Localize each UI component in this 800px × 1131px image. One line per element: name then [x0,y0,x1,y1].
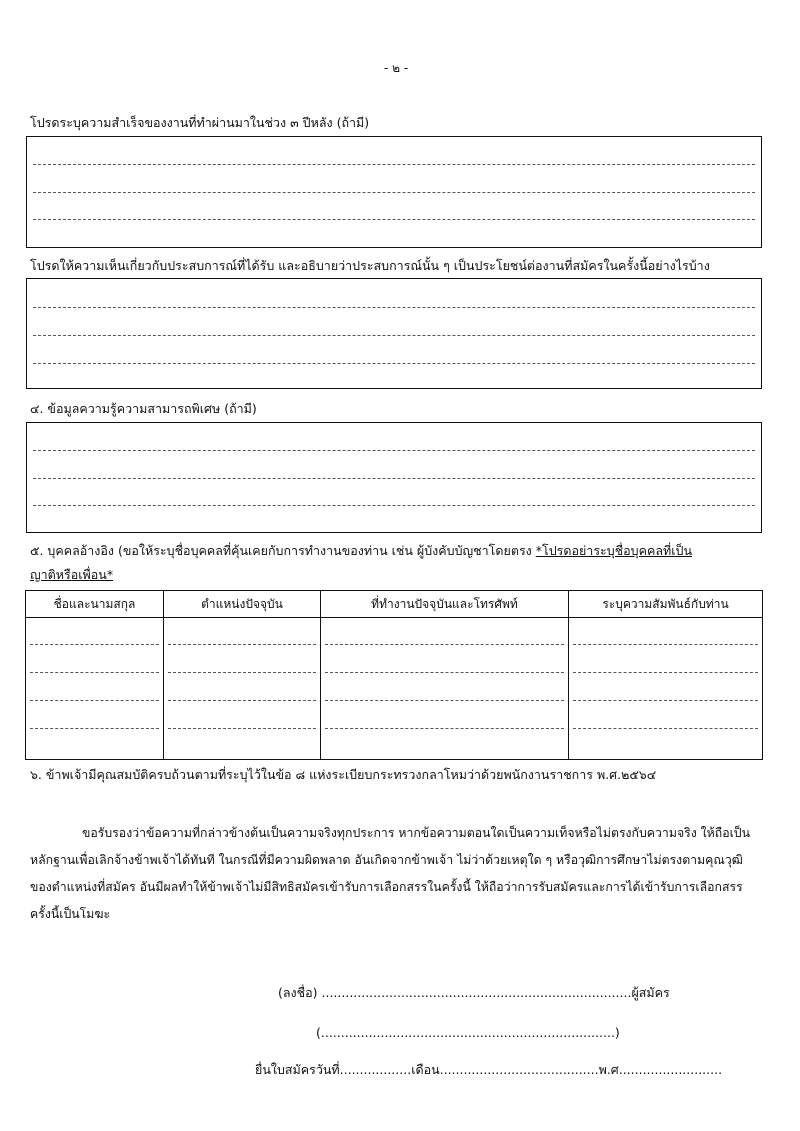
position-cell[interactable] [164,618,321,760]
certification-paragraph: ขอรับรองว่าข้อความที่กล่าวข้างต้นเป็นความจริงทุกประการ หากข้อความตอนใดเป็นความเท็จหรือไม่ตรงกับความจริง ให้ถือเป็นหลักฐานเพื่อเลิกจ้างข้าพเจ้าได้ทันที ในกรณีที่มีความผิดพลาด อันเกิดจากข้าพเจ้า ไม่ว่าด้วยเหตุใด ๆ หรือวุฒิการศึกษาไม่ตรงตามคุณวุฒิของตำแหน่งที่สมัคร อันมีผลทำให้ข้าพเจ้าไม่มีสิทธิสมัครเข้ารับการเลือกสรรในครั้งนี้ ให้ถือว่าการรับสมัครและการได้เข้ารับการเลือกสรรครั้งนี้เป็นโมฆะ [30,826,751,921]
achievements-label: โปรดระบุความสำเร็จของงานที่ทำผ่านมาในช่วง ๓ ปีหลัง (ถ้ามี) [30,115,370,130]
application-date-line [255,1060,722,1080]
experience-opinion-textbox[interactable] [26,278,762,389]
column-header-workplace-phone: ที่ทำงานปัจจุบันและโทรศัพท์ [321,591,569,618]
day-field[interactable]: .................. [339,1062,412,1077]
fill-line [33,192,755,193]
fill-line [33,363,755,364]
experience-opinion-label: โปรดให้ความเห็นเกี่ยวกับประสบการณ์ที่ได้รับ และอธิบายว่าประสบการณ์นั้น ๆ เป็นประโยชน์ต่องานที่สมัครในครั้งนี้อย่างไรบ้าง [30,258,710,273]
references-warning-continued: ญาติหรือเพื่อน* [30,567,114,582]
references-label [30,541,692,561]
qualification-statement: ๖. ข้าพเจ้ามีคุณสมบัติครบถ้วนตามที่ระบุไว้ในข้อ ๘ แห่งระเบียบกระทรวงกลาโหมว่าด้วยพนักงานราชการ พ.ศ.๒๕๖๔ [30,767,657,782]
name-cell[interactable] [26,618,164,760]
table-row [26,618,763,760]
references-warning: *โปรดอย่าระบุชื่อบุคคลที่เป็น [535,543,692,558]
month-label: เดือน [411,1062,440,1077]
references-table [25,590,763,760]
column-header-name: ชื่อและนามสกุล [26,591,164,618]
table-header-row [26,591,763,618]
special-skills-textbox[interactable] [26,422,762,533]
special-skills-label: ๔. ข้อมูลความรู้ความสามารถพิเศษ (ถ้ามี) [30,401,257,416]
fill-line [33,450,755,451]
references-label-text: ๕. บุคคลอ้างอิง (ขอให้ระบุชื่อบุคคลที่คุ้นเคยกับการทำงานของท่าน เช่น ผู้บังคับบัญชาโดยตรง [30,543,536,558]
column-header-relationship: ระบุความสัมพันธ์กับท่าน [569,591,763,618]
fill-line [33,164,755,165]
fill-line [33,335,755,336]
achievements-textbox[interactable] [26,136,762,248]
applicant-label: ผู้สมัคร [631,985,670,1000]
year-label: พ.ศ [598,1062,619,1077]
signature-field[interactable]: .............................................................................. [321,985,632,1000]
fill-line [33,505,755,506]
paren-close: ) [614,1025,620,1040]
sign-label: (ลงชื่อ) [278,985,318,1000]
workplace-phone-cell[interactable] [321,618,569,760]
relationship-cell[interactable] [569,618,763,760]
year-field[interactable]: .......................... [618,1062,723,1077]
fill-line [33,307,755,308]
printed-name-line [316,1025,620,1040]
signature-line [278,983,670,1003]
date-label: ยื่นใบสมัครวันที่ [255,1062,340,1077]
column-header-position: ตำแหน่งปัจจุบัน [164,591,321,618]
printed-name-field[interactable]: .......................................................................... [320,1025,615,1040]
fill-line [33,219,755,220]
fill-line [33,478,755,479]
paren-open: ( [316,1025,321,1040]
page-number: - ๒ - [384,61,409,75]
month-field[interactable]: ........................................ [439,1062,599,1077]
